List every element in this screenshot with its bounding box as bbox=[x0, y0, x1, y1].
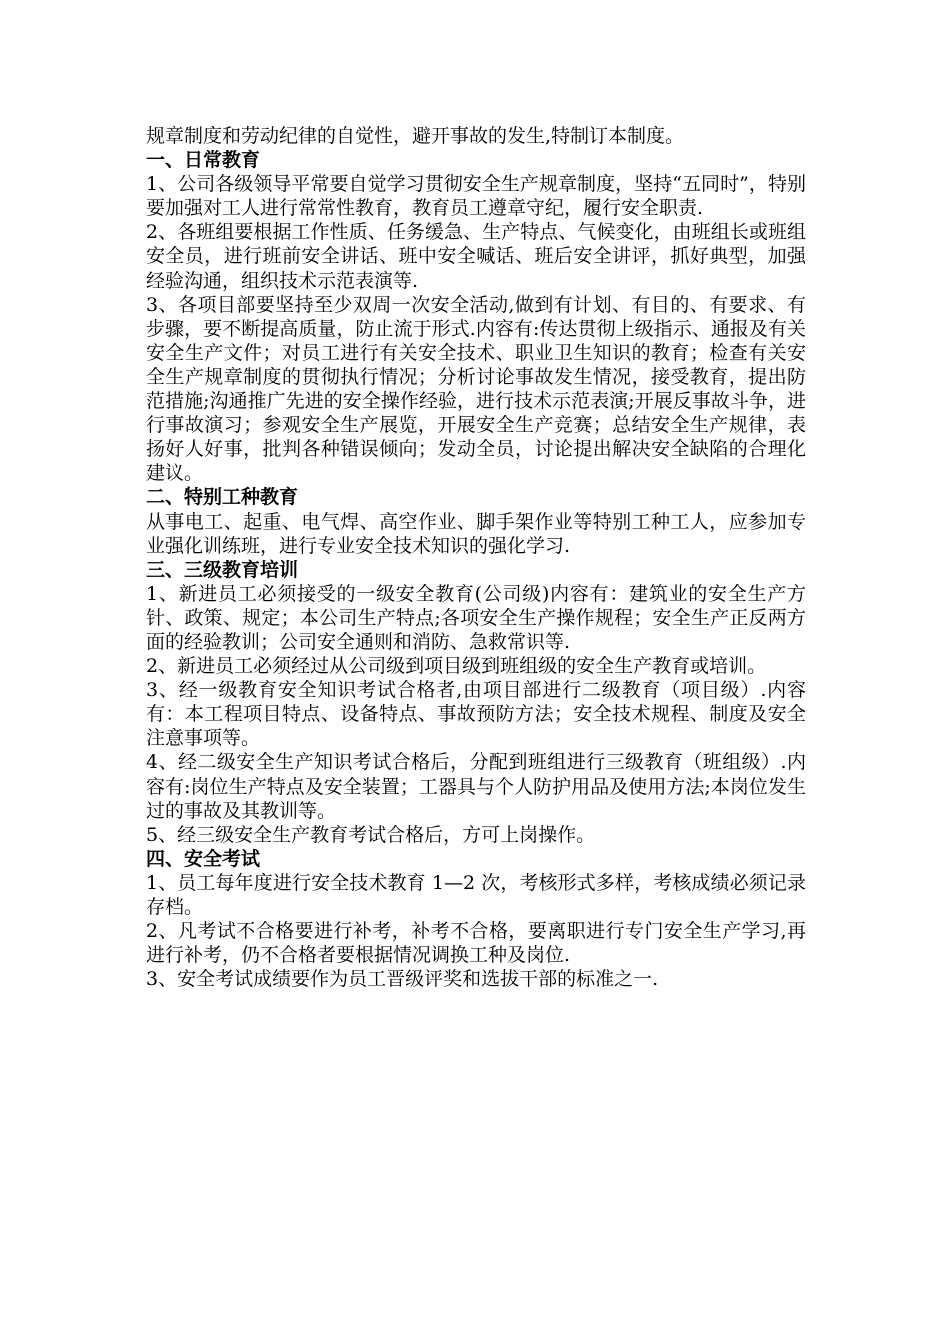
section-heading-safety-exam: 四、安全考试 bbox=[146, 847, 261, 870]
daily-education-item-2: 2、各班组要根据工作性质、任务缓急、生产特点、气候变化，由班组长或班组安全员，进行班前安全讲话、班中安全喊话、班后安全讲评，抓好典型，加强经验沟通，组织技术示范表演等. bbox=[146, 221, 806, 292]
three-level-training-item-2: 2、新进员工必须经过从公司级到项目级到班组级的安全生产教育或培训。 bbox=[146, 655, 767, 678]
section-heading-special-trade-education: 二、特别工种教育 bbox=[146, 486, 299, 509]
three-level-training-item-1: 1、新进员工必须接受的一级安全教育(公司级)内容有：建筑业的安全生产方针、政策、规定；本公司生产特点;各项安全生产操作规程；安全生产正反两方面的经验教训；公司安全通则和消防、急救常识等. bbox=[146, 582, 806, 653]
section-heading-three-level-training: 三、三级教育培训 bbox=[146, 558, 299, 581]
safety-exam-item-1: 1、员工每年度进行安全技术教育 1—2 次，考核形式多样，考核成绩必须记录存档。 bbox=[146, 871, 806, 918]
safety-exam-item-3: 3、安全考试成绩要作为员工晋级评奖和选拔干部的标准之一. bbox=[146, 968, 659, 991]
special-trade-education-paragraph: 从事电工、起重、电气焊、高空作业、脚手架作业等特别工种工人，应参加专业强化训练班，进行专业安全技术知识的强化学习. bbox=[146, 510, 806, 557]
three-level-training-item-3: 3、经一级教育安全知识考试合格者,由项目部进行二级教育（项目级）.内容有：本工程项目特点、设备特点、事故预防方法；安全技术规程、制度及安全注意事项等。 bbox=[146, 679, 806, 750]
intro-paragraph: 规章制度和劳动纪律的自觉性，避开事故的发生,特制订本制度。 bbox=[146, 125, 685, 147]
daily-education-item-1: 1、公司各级领导平常要自觉学习贯彻安全生产规章制度，坚持“五同时”，特别要加强对工人进行常常性教育，教育员工遵章守纪，履行安全职责. bbox=[146, 173, 806, 220]
safety-exam-item-2: 2、凡考试不合格要进行补考，补考不合格，要离职进行专门安全生产学习,再进行补考，仍不合格者要根据情况调换工种及岗位. bbox=[146, 920, 806, 967]
document-page bbox=[146, 124, 806, 991]
three-level-training-item-5: 5、经三级安全生产教育考试合格后，方可上岗操作。 bbox=[146, 823, 596, 846]
daily-education-item-3: 3、各项目部要坚持至少双周一次安全活动,做到有计划、有目的、有要求、有步骤，要不断提高质量，防止流于形式.内容有:传达贯彻上级指示、通报及有关安全生产文件；对员工进行有关安全技术、职业卫生知识的教育；检查有关安全生产规章制度的贯彻执行情况；分析讨论事故发生情况，接受教育，提出防范措施;沟通推广先进的安全操作经验，进行技术示范表演;开展反事故斗争，进行事故演习；参观安全生产展览，开展安全生产竞赛；总结安全生产规律，表扬好人好事，批判各种错误倾向；发动全员，讨论提出解决安全缺陷的合理化建议。 bbox=[146, 293, 806, 485]
three-level-training-item-4: 4、经二级安全生产知识考试合格后，分配到班组进行三级教育（班组级）.内容有:岗位生产特点及安全装置；工器具与个人防护用品及使用方法;本岗位发生过的事故及其教训等。 bbox=[146, 751, 806, 822]
section-heading-daily-education: 一、日常教育 bbox=[146, 149, 261, 172]
